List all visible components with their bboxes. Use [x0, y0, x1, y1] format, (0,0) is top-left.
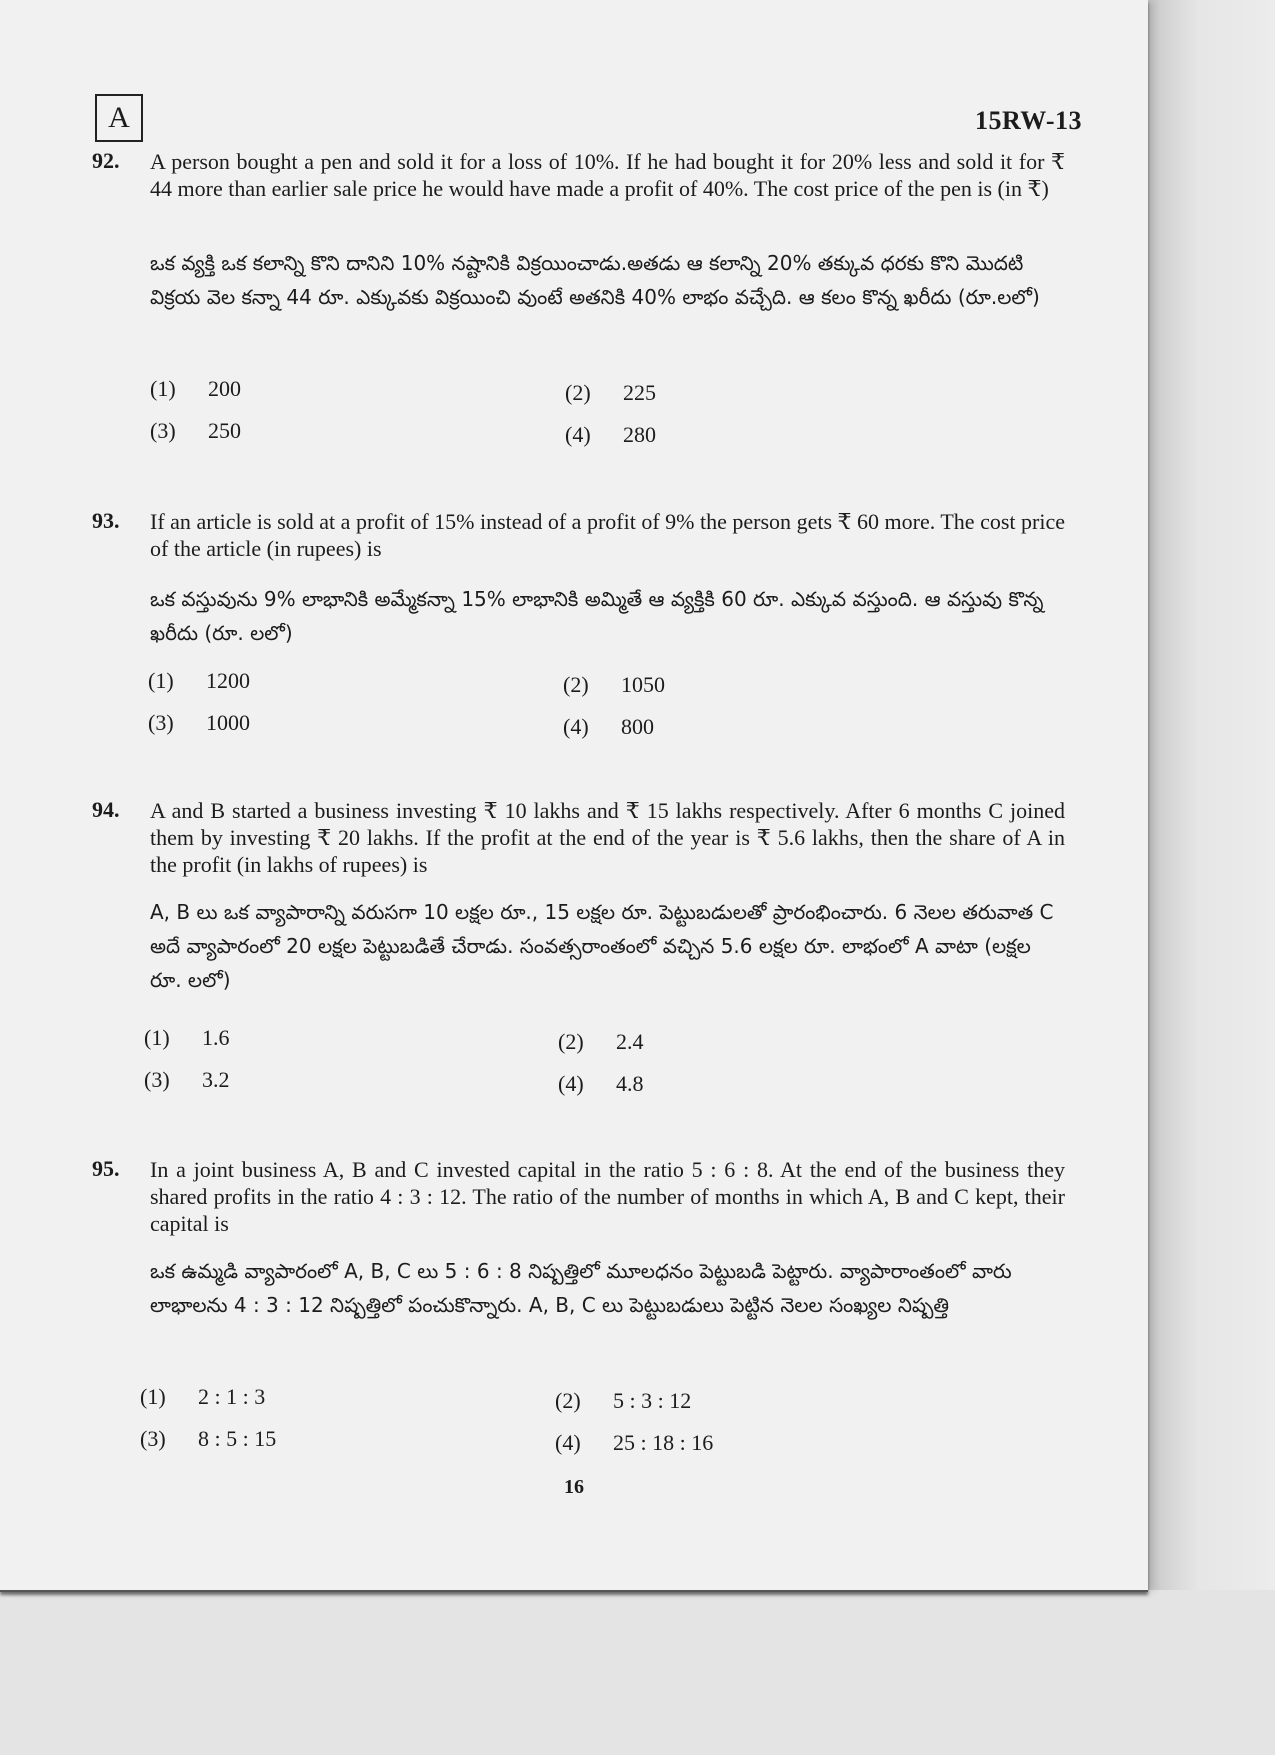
option-value: 1000 [206, 710, 250, 735]
option-4[interactable] [563, 714, 654, 740]
option-3[interactable] [140, 1426, 276, 1452]
option-number: (2) [555, 1388, 581, 1413]
option-number: (1) [150, 376, 176, 401]
version-box: A [95, 94, 143, 142]
option-value: 1.6 [202, 1025, 230, 1050]
option-number: (2) [558, 1029, 584, 1054]
option-3[interactable] [150, 418, 241, 444]
option-value: 3.2 [202, 1067, 230, 1092]
option-number: (2) [563, 672, 589, 697]
question-text-en: If an article is sold at a profit of 15% instead of a profit of 9% the person gets ₹ 60 more. The cost price of the article (in rupees) is [150, 509, 1065, 561]
option-1[interactable] [144, 1025, 230, 1051]
option-2[interactable] [565, 380, 656, 406]
option-4[interactable] [558, 1071, 644, 1097]
option-number: (4) [563, 714, 589, 739]
option-value: 250 [208, 418, 241, 443]
option-value: 225 [623, 380, 656, 405]
question-text-en: A and B started a business investing ₹ 10 lakhs and ₹ 15 lakhs respectively. After 6 months C joined them by investing ₹ 20 lakhs. If the profit at the end of the year is ₹ 5.6 lakhs, then the share of A in the profit (in lakhs of rupees) is [150, 798, 1065, 877]
option-number: (1) [140, 1384, 166, 1409]
option-3[interactable] [148, 710, 250, 736]
option-value: 2 : 1 : 3 [198, 1384, 266, 1409]
page-edge-shadow [1148, 0, 1275, 1590]
paper-code: 15RW-13 [974, 106, 1082, 135]
option-1[interactable] [148, 668, 250, 694]
option-number: (4) [555, 1430, 581, 1455]
question-text-te: A, B లు ఒక వ్యాపారాన్ని వరుసగా 10 లక్షల రూ., 15 లక్షల రూ. పెట్టుబడులతో ప్రారంభించారు. 6 నెలల తరువాత C అదే వ్యాపారంలో 20 లక్షల పెట్టుబడితే చేరాడు. సంవత్సరాంతంలో వచ్చిన 5.6 లక్షల రూ. లాభంలో A వాటా (లక్షల రూ. లలో) [150, 900, 1054, 992]
option-number: (4) [558, 1071, 584, 1096]
question-text-te: ఒక వ్యక్తి ఒక కలాన్ని కొని దానిని 10% నష్టానికి విక్రయించాడు.అతడు ఆ కలాన్ని 20% తక్కువ ధరకు కొని మొదటి విక్రయ వెల కన్నా 44 రూ. ఎక్కువకు విక్రయించి వుంటే అతనికి 40% లాభం వచ్చేది. ఆ కలం కొన్న ఖరీదు (రూ.లలో) [150, 251, 1040, 309]
option-value: 2.4 [616, 1029, 644, 1054]
option-2[interactable] [558, 1029, 644, 1055]
option-number: (3) [140, 1426, 166, 1451]
option-value: 5 : 3 : 12 [613, 1388, 692, 1413]
option-value: 25 : 18 : 16 [613, 1430, 714, 1455]
option-1[interactable] [150, 376, 241, 402]
question-number: 95. [92, 1156, 120, 1181]
option-number: (4) [565, 422, 591, 447]
option-value: 200 [208, 376, 241, 401]
option-number: (1) [148, 668, 174, 693]
option-number: (3) [144, 1067, 170, 1092]
option-value: 1200 [206, 668, 250, 693]
option-value: 4.8 [616, 1071, 644, 1096]
question-number: 94. [92, 797, 120, 822]
option-number: (2) [565, 380, 591, 405]
option-number: (3) [150, 418, 176, 443]
option-value: 8 : 5 : 15 [198, 1426, 277, 1451]
question-number: 93. [92, 508, 120, 533]
question-text-te: ఒక ఉమ్మడి వ్యాపారంలో A, B, C లు 5 : 6 : 8 నిష్పత్తిలో మూలధనం పెట్టుబడి పెట్టారు. వ్యాపారాంతంలో వారు లాభాలను 4 : 3 : 12 నిష్పత్తిలో పంచుకొన్నారు. A, B, C లు పెట్టుబడులు పెట్టిన నెలల సంఖ్యల నిష్పత్తి [150, 1259, 1012, 1317]
option-2[interactable] [563, 672, 665, 698]
option-value: 1050 [621, 672, 665, 697]
question-text-en: In a joint business A, B and C invested capital in the ratio 5 : 6 : 8. At the end of the business they shared profits in the ratio 4 : 3 : 12. The ratio of the number of months in which A, B and C kept, their capital is [150, 1157, 1065, 1236]
page-number: 16 [564, 1476, 584, 1498]
option-2[interactable] [555, 1388, 691, 1414]
option-4[interactable] [555, 1430, 713, 1456]
option-4[interactable] [565, 422, 656, 448]
question-number: 92. [92, 148, 120, 173]
question-text-en: A person bought a pen and sold it for a loss of 10%. If he had bought it for 20% less and sold it for ₹ 44 more than earlier sale price he would have made a profit of 40%. The cost price of the pen is (in ₹) [150, 149, 1065, 201]
option-3[interactable] [144, 1067, 230, 1093]
option-value: 280 [623, 422, 656, 447]
option-number: (1) [144, 1025, 170, 1050]
option-number: (3) [148, 710, 174, 735]
option-value: 800 [621, 714, 654, 739]
question-text-te: ఒక వస్తువును 9% లాభానికి అమ్మేకన్నా 15% లాభానికి అమ్మితే ఆ వ్యక్తికి 60 రూ. ఎక్కువ వస్తుంది. ఆ వస్తువు కొన్న ఖరీదు (రూ. లలో) [150, 587, 1044, 645]
option-1[interactable] [140, 1384, 265, 1410]
